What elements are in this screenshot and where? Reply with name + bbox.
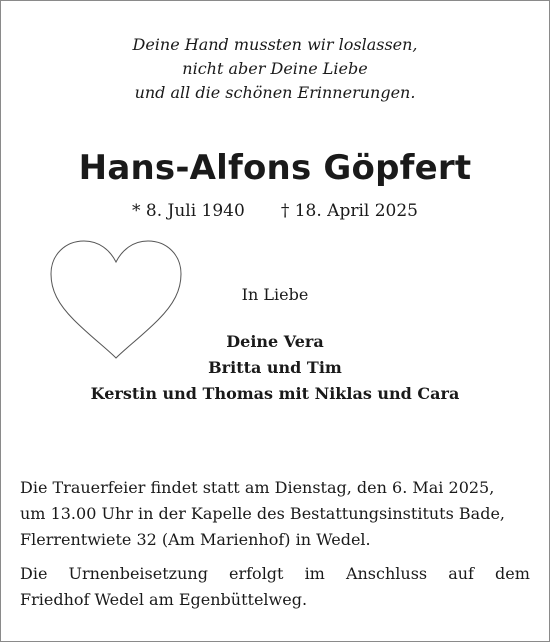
funeral-service-info <box>20 475 530 553</box>
burial-word: auf <box>448 564 474 583</box>
service-line: um 13.00 Uhr in der Kapelle des Bestattungsinstituts Bade, <box>20 504 505 523</box>
mourner-line: Kerstin und Thomas mit Niklas und Cara <box>90 384 460 403</box>
burial-line: Friedhof Wedel am Egenbüttelweg. <box>20 590 308 609</box>
life-dates <box>0 198 550 224</box>
motto-line: Deine Hand mussten wir loslassen, <box>132 35 418 54</box>
mourner-line: Deine Vera <box>226 332 324 351</box>
urn-burial-info <box>20 561 530 613</box>
birth-date: * 8. Juli 1940 <box>131 201 245 221</box>
deceased-name: Hans-Alfons Göpfert <box>78 148 472 188</box>
burial-word: Urnenbeisetzung <box>68 564 208 583</box>
motto-line: und all die schönen Erinnerungen. <box>134 83 416 102</box>
memorial-motto <box>0 33 550 105</box>
death-date: † 18. April 2025 <box>280 201 418 221</box>
burial-word: Anschluss <box>345 564 428 583</box>
in-love-phrase: In Liebe <box>241 285 309 304</box>
service-line: Die Trauerfeier findet statt am Dienstag, den 6. Mai 2025, <box>20 478 495 497</box>
mourner-line: Britta und Tim <box>208 358 342 377</box>
burial-word: erfolgt <box>229 564 284 583</box>
burial-word: dem <box>495 564 530 583</box>
motto-line: nicht aber Deine Liebe <box>182 59 368 78</box>
burial-line <box>20 561 530 587</box>
service-line: Flerrentwiete 32 (Am Marienhof) in Wedel. <box>20 530 371 549</box>
burial-word: Die <box>20 564 48 583</box>
burial-word: im <box>304 564 325 583</box>
mourners-list <box>0 329 550 407</box>
